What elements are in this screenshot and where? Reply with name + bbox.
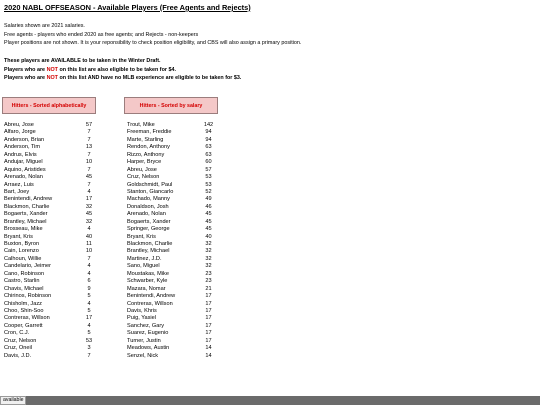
player-name: Turner, Justin: [127, 337, 161, 344]
player-row: [127, 211, 215, 218]
player-name: Bogaerts, Xander: [4, 211, 48, 218]
player-name: Freeman, Freddie: [127, 129, 172, 136]
player-salary: 17: [205, 322, 212, 329]
player-salary: 45: [205, 211, 212, 218]
player-name: Sanchez, Gary: [127, 322, 164, 329]
intro-line: Salaries shown are 2021 salaries.: [4, 23, 85, 29]
player-name: Chirinos, Robinson: [4, 293, 52, 300]
player-name: Stanton, Giancarlo: [127, 188, 174, 195]
player-row: [127, 189, 215, 196]
player-row: [4, 204, 96, 211]
player-row: [127, 174, 215, 181]
player-salary: 5: [87, 307, 91, 314]
player-row: [4, 345, 96, 352]
player-row: [127, 241, 215, 248]
player-row: [4, 278, 96, 285]
rule-text: Players who are: [4, 66, 47, 73]
player-salary: 21: [205, 285, 212, 292]
player-row: [127, 353, 215, 360]
player-row: [127, 301, 215, 308]
player-row: [4, 308, 96, 315]
player-salary: 57: [85, 122, 93, 128]
player-salary: 10: [85, 248, 93, 255]
player-row: [4, 286, 96, 293]
player-name: Puig, Yasiel: [127, 315, 157, 322]
player-name: Bart, Joey: [4, 188, 30, 195]
player-salary: 17: [205, 330, 212, 337]
player-salary: 40: [85, 233, 93, 240]
intro-notes: [4, 22, 301, 48]
player-salary: 46: [205, 203, 212, 210]
player-row: [127, 167, 215, 174]
player-salary: 45: [85, 174, 93, 181]
player-salary: 32: [205, 263, 212, 270]
player-row: [4, 211, 96, 218]
player-row: [127, 196, 215, 203]
player-salary: 14: [205, 352, 212, 359]
player-row: [4, 293, 96, 300]
player-row: [4, 159, 96, 166]
player-salary: 53: [205, 181, 212, 188]
player-salary: 5: [87, 293, 91, 300]
player-name: Springer, George: [127, 226, 170, 233]
player-row: [4, 167, 96, 174]
player-row: [127, 263, 215, 270]
player-name: Andujar, Miguel: [4, 159, 43, 166]
player-row: [4, 219, 96, 226]
player-row: [4, 137, 96, 144]
player-name: Anderson, Brian: [4, 136, 45, 143]
intro-line: Player positions are not shown. It is your reponsibility to check position eligibility, and CBS will also assign a primary position.: [4, 40, 302, 47]
player-name: Blackmon, Charlie: [127, 241, 173, 247]
player-name: Davis, J.D.: [4, 352, 32, 359]
player-salary: 7: [87, 129, 91, 136]
player-salary: 9: [87, 285, 91, 292]
player-salary: 32: [205, 255, 212, 262]
player-row: [4, 271, 96, 278]
player-row: [4, 152, 96, 159]
player-row: [127, 271, 215, 278]
player-name: Mazara, Nomar: [127, 285, 166, 292]
player-name: Suarez, Eugenio: [127, 330, 169, 337]
player-row: [127, 122, 215, 129]
player-salary: 60: [205, 159, 212, 166]
rule-text: on this list are also eligible to be taken for $4.: [57, 66, 176, 73]
player-row: [127, 144, 215, 151]
player-name: Buxton, Byron: [4, 241, 40, 247]
player-salary: 14: [205, 345, 212, 352]
player-salary: 57: [205, 166, 212, 173]
alpha-hitters-list: [4, 122, 96, 360]
player-salary: 6: [87, 278, 91, 285]
player-name: Cron, C.J.: [4, 330, 30, 337]
salary-hitters-list: [127, 122, 215, 360]
player-name: Martinez, J.D.: [127, 255, 162, 262]
player-salary: 17: [85, 196, 93, 203]
player-name: Trout, Mike: [127, 122, 155, 128]
player-salary: 53: [85, 337, 93, 344]
player-name: Alfaro, Jorge: [4, 129, 36, 136]
rule-emphasis: NOT: [46, 66, 58, 73]
player-row: [127, 204, 215, 211]
player-name: Cano, Robinson: [4, 270, 45, 277]
player-salary: 94: [205, 129, 212, 136]
player-name: Sano, Miguel: [127, 263, 160, 270]
player-name: Rendon, Anthony: [127, 144, 170, 151]
player-name: Benintendi, Andrew: [4, 196, 53, 203]
player-name: Donaldson, Josh: [127, 203, 169, 210]
player-salary: 10: [85, 159, 93, 166]
player-name: Cruz, Nelson: [127, 174, 160, 181]
player-name: Arraez, Luis: [4, 181, 34, 188]
player-row: [127, 219, 215, 226]
player-row: [127, 234, 215, 241]
player-salary: 4: [87, 263, 91, 270]
player-row: [127, 330, 215, 337]
player-row: [127, 137, 215, 144]
player-row: [127, 226, 215, 233]
player-salary: 3: [87, 345, 91, 352]
rule-line: [4, 74, 241, 83]
player-name: Brantley, Michael: [4, 218, 47, 225]
player-salary: 17: [85, 315, 93, 322]
player-name: Chavis, Michael: [4, 285, 44, 292]
eligibility-rules: [4, 57, 241, 83]
player-salary: 4: [87, 300, 91, 307]
page-title: 2020 NABL OFFSEASON - Available Players (Free Agents and Rejects): [4, 3, 251, 12]
rule-line: [4, 66, 241, 75]
player-salary: 13: [85, 144, 93, 151]
player-name: Contreras, Willson: [127, 300, 173, 307]
status-bar: [0, 396, 540, 405]
player-salary: 63: [205, 144, 212, 151]
player-name: Moustakas, Mike: [127, 270, 169, 277]
player-name: Bogaerts, Xander: [127, 218, 171, 225]
player-name: Meadows, Austin: [127, 345, 170, 352]
player-row: [4, 248, 96, 255]
player-salary: 7: [87, 255, 91, 262]
player-name: Benintendi, Andrew: [127, 293, 176, 300]
player-name: Cain, Lorenzo: [4, 248, 39, 255]
player-salary: 5: [87, 330, 91, 337]
player-salary: 32: [85, 203, 93, 210]
player-name: Cooper, Garrett: [4, 322, 43, 329]
player-row: [4, 226, 96, 233]
player-name: Brosseau, Mike: [4, 226, 43, 233]
player-row: [4, 196, 96, 203]
player-salary: 63: [205, 151, 212, 158]
player-name: Arenado, Nolan: [4, 174, 43, 181]
player-name: Cruz, Nelson: [4, 337, 37, 344]
player-name: Senzel, Nick: [127, 352, 159, 359]
player-row: [127, 256, 215, 263]
player-row: [127, 338, 215, 345]
player-name: Rizzo, Anthony: [127, 151, 165, 158]
player-salary: 17: [205, 300, 212, 307]
sheet-tab-available[interactable]: available: [0, 396, 26, 405]
player-salary: 7: [87, 166, 91, 173]
player-name: Castro, Starlin: [4, 278, 40, 285]
player-salary: 45: [205, 226, 212, 233]
player-row: [4, 182, 96, 189]
player-name: Andrus, Elvis: [4, 151, 37, 158]
player-row: [127, 308, 215, 315]
player-row: [4, 301, 96, 308]
player-name: Harper, Bryce: [127, 159, 162, 166]
player-name: Choo, Shin-Soo: [4, 307, 44, 314]
player-row: [127, 159, 215, 166]
player-name: Marte, Starling: [127, 136, 164, 143]
player-row: [127, 315, 215, 322]
player-salary: 7: [87, 151, 91, 158]
player-name: Abreu, Jose: [4, 122, 34, 128]
player-salary: 11: [86, 241, 92, 247]
player-name: Machado, Manny: [127, 196, 170, 203]
player-salary: 7: [87, 181, 91, 188]
rule-text: Players who are: [4, 75, 47, 82]
player-salary: 23: [205, 270, 212, 277]
rule-emphasis: NOT: [46, 75, 58, 82]
player-name: Aquino, Aristides: [4, 166, 46, 173]
player-name: Bryant, Kris: [127, 233, 156, 240]
player-name: Schwarber, Kyle: [127, 278, 168, 285]
player-salary: 17: [205, 293, 212, 300]
player-row: [127, 152, 215, 159]
player-salary: 94: [205, 136, 212, 143]
player-salary: 17: [205, 337, 212, 344]
player-salary: 4: [87, 226, 91, 233]
player-salary: 17: [205, 315, 212, 322]
player-name: Calhoun, Willie: [4, 255, 42, 262]
player-salary: 32: [205, 248, 212, 255]
intro-line: Free agents - players who ended 2020 as free agents; and Rejects - non-keepers: [4, 31, 199, 38]
player-row: [4, 189, 96, 196]
player-row: [4, 241, 96, 248]
player-row: [127, 293, 215, 300]
player-salary: 23: [205, 278, 212, 285]
player-row: [4, 353, 96, 360]
player-row: [4, 330, 96, 337]
player-row: [4, 234, 96, 241]
player-row: [4, 338, 96, 345]
player-name: Goldschmidt, Paul: [127, 181, 173, 188]
player-name: Cruz, Oneil: [4, 345, 32, 352]
player-row: [127, 345, 215, 352]
player-name: Chisholm, Jazz: [4, 300, 42, 307]
player-name: Bryant, Kris: [4, 233, 33, 240]
player-salary: 4: [87, 188, 91, 195]
player-row: [4, 129, 96, 136]
player-salary: 4: [87, 270, 91, 277]
player-row: [4, 263, 96, 270]
player-row: [4, 256, 96, 263]
player-salary: 45: [85, 211, 93, 218]
player-salary: 17: [205, 307, 212, 314]
player-salary: 40: [205, 233, 212, 240]
player-row: [4, 174, 96, 181]
rule-text: on this list AND have no MLB experience are eligible to be taken for $3.: [57, 75, 242, 82]
player-name: Anderson, Tim: [4, 144, 41, 151]
player-name: Blackmon, Charlie: [4, 203, 50, 210]
player-salary: 7: [87, 136, 91, 143]
player-row: [127, 278, 215, 285]
player-row: [127, 248, 215, 255]
player-name: Brantley, Michael: [127, 248, 170, 255]
player-row: [4, 122, 96, 129]
player-salary: 142: [203, 122, 214, 128]
player-salary: 32: [205, 241, 212, 247]
rule-line: These players are AVAILABLE to be taken in the Winter Draft.: [4, 58, 161, 64]
player-salary: 4: [87, 322, 91, 329]
alpha-section-header: Hitters - Sorted alphabetically: [2, 97, 96, 114]
player-salary: 32: [85, 218, 93, 225]
player-name: Davis, Khris: [127, 307, 157, 314]
player-name: Contreras, Willson: [4, 315, 50, 322]
player-row: [127, 286, 215, 293]
player-row: [127, 323, 215, 330]
player-salary: 49: [205, 196, 212, 203]
player-row: [4, 144, 96, 151]
player-row: [4, 323, 96, 330]
player-salary: 53: [205, 174, 212, 181]
player-row: [127, 182, 215, 189]
salary-section-header: Hitters - Sorted by salary: [124, 97, 218, 114]
player-salary: 45: [205, 218, 212, 225]
player-name: Candelario, Jeimer: [4, 263, 51, 270]
player-salary: 52: [205, 188, 212, 195]
player-row: [127, 129, 215, 136]
player-row: [4, 315, 96, 322]
player-name: Abreu, Jose: [127, 166, 157, 173]
player-salary: 7: [87, 352, 91, 359]
player-name: Arenado, Nolan: [127, 211, 166, 218]
